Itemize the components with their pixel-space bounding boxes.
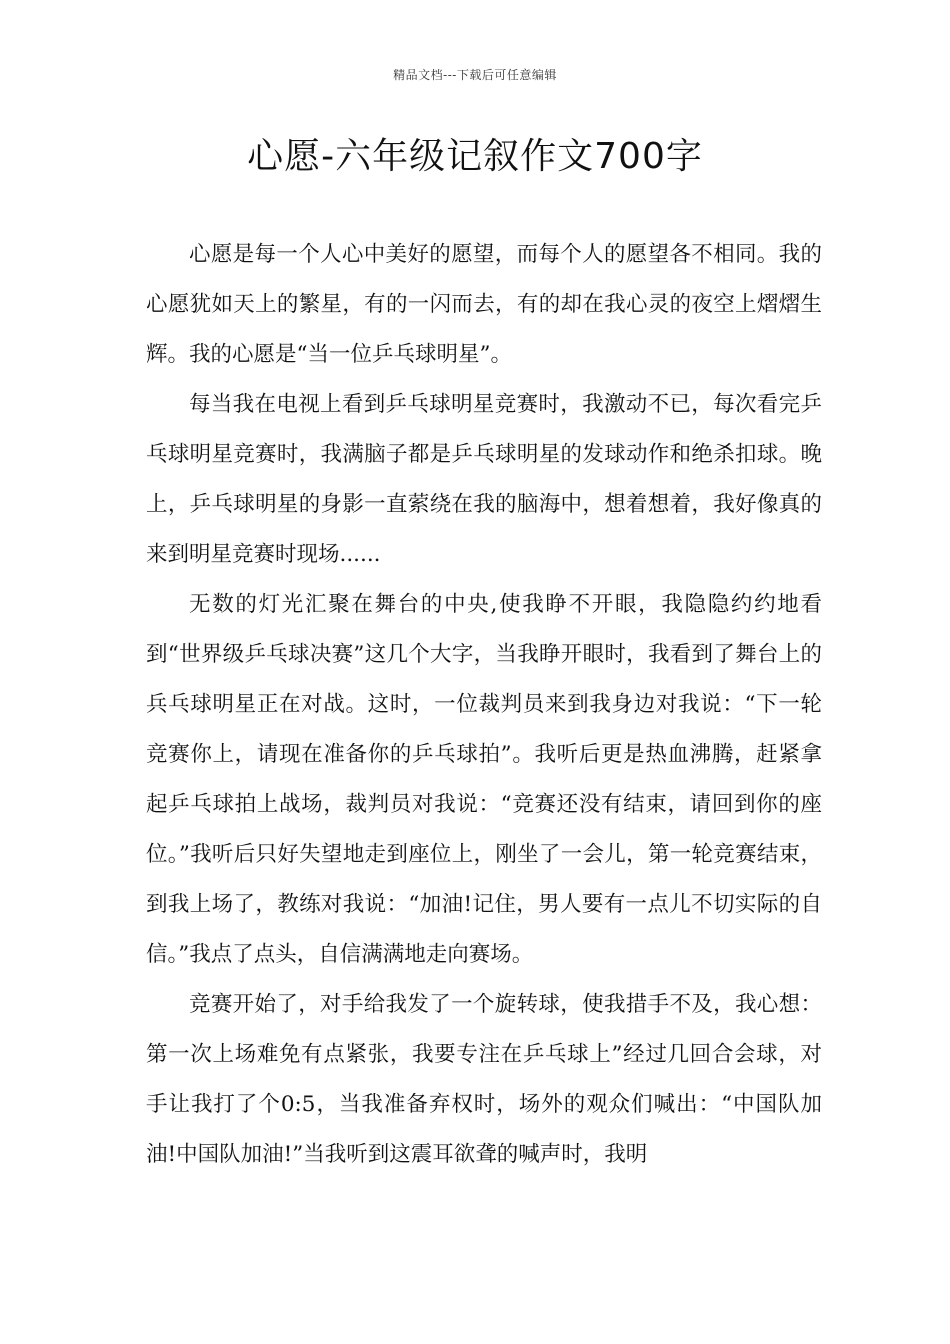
document-body <box>146 230 822 1180</box>
paragraph: 每当我在电视上看到乒乓球明星竞赛时，我激动不已，每次看完乒乓球明星竞赛时，我满脑子都是乒乓球明星的发球动作和绝杀扣球。晚上，乒乓球明星的身影一直萦绕在我的脑海中，想着想着，我好像真的来到明星竞赛时现场...... <box>146 392 822 567</box>
paragraph: 竞赛开始了，对手给我发了一个旋转球，使我措手不及，我心想：第一次上场难免有点紧张，我要专注在乒乓球上”经过几回合会球，对手让我打了个0:5，当我准备弃权时，场外的观众们喊出：“中国队加油!中国队加油!”当我听到这震耳欲聋的喊声时，我明 <box>146 992 822 1167</box>
document-title: 心愿-六年级记叙作文700字 <box>247 136 703 177</box>
paragraph: 心愿是每一个人心中美好的愿望，而每个人的愿望各不相同。我的心愿犹如天上的繁星，有的一闪而去，有的却在我心灵的夜空上熠熠生辉。我的心愿是“当一位乒乓球明星”。 <box>146 242 822 367</box>
page-header-note: 精品文档---下载后可任意编辑 <box>393 68 557 82</box>
paragraph: 无数的灯光汇聚在舞台的中央,使我睁不开眼，我隐隐约约地看到“世界级乒乓球决赛”这几个大字，当我睁开眼时，我看到了舞台上的兵乓球明星正在对战。这时，一位裁判员来到我身边对我说：“下一轮竞赛你上，请现在准备你的乒乓球拍”。我听后更是热血沸腾，赶紧拿起乒乓球拍上战场，裁判员对我说：“竞赛还没有结束，请回到你的座位。”我听后只好失望地走到座位上，刚坐了一会儿，第一轮竞赛结束，到我上场了，教练对我说：“加油!记住，男人要有一点儿不切实际的自信。”我点了点头，自信满满地走向赛场。 <box>146 592 822 967</box>
